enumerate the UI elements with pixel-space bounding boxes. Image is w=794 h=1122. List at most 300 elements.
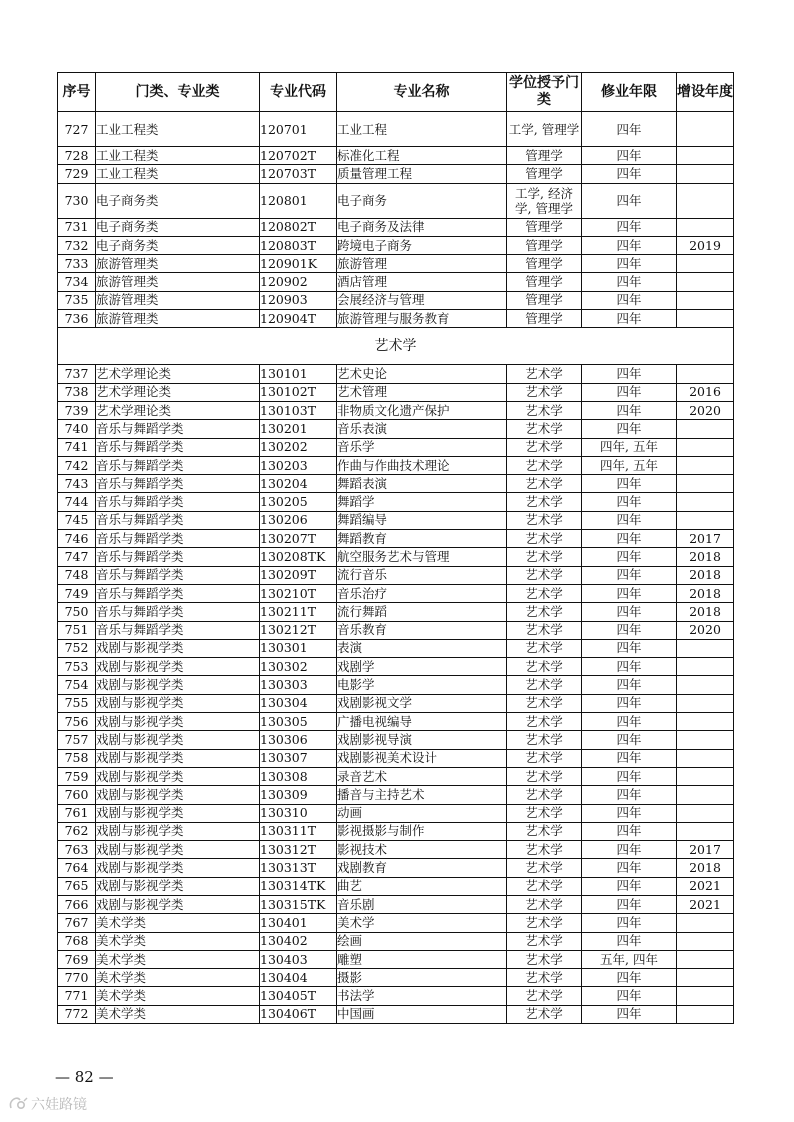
cell-years: 四年 xyxy=(582,914,677,932)
table-row xyxy=(58,841,734,859)
cell-name: 电影学 xyxy=(337,676,507,694)
table-row xyxy=(58,584,734,602)
cell-code: 120803T xyxy=(260,236,337,254)
cell-code: 130404 xyxy=(260,969,337,987)
cell-code: 120903 xyxy=(260,291,337,309)
cell-degree: 艺术学 xyxy=(507,932,582,950)
cell-degree: 艺术学 xyxy=(507,365,582,383)
cell-added xyxy=(677,639,734,657)
header-degree: 学位授予门类 xyxy=(507,73,582,112)
cell-name: 质量管理工程 xyxy=(337,165,507,183)
table-row xyxy=(58,895,734,913)
cell-added xyxy=(677,165,734,183)
cell-added xyxy=(677,438,734,456)
table-row xyxy=(58,165,734,183)
cell-name: 雕塑 xyxy=(337,950,507,968)
majors-table xyxy=(57,72,734,1024)
cell-degree: 艺术学 xyxy=(507,639,582,657)
cell-added xyxy=(677,147,734,165)
cell-code: 130205 xyxy=(260,493,337,511)
cell-category: 美术学类 xyxy=(96,987,260,1005)
cell-years: 四年 xyxy=(582,475,677,493)
cell-degree: 艺术学 xyxy=(507,676,582,694)
cell-years: 四年 xyxy=(582,584,677,602)
cell-years: 四年 xyxy=(582,112,677,147)
cell-years: 四年 xyxy=(582,310,677,328)
cell-years: 四年 xyxy=(582,639,677,657)
cell-seq: 736 xyxy=(58,310,96,328)
cell-category: 音乐与舞蹈学类 xyxy=(96,420,260,438)
cell-added: 2018 xyxy=(677,603,734,621)
cell-years: 四年 xyxy=(582,401,677,419)
cell-category: 音乐与舞蹈学类 xyxy=(96,475,260,493)
cell-name: 舞蹈编导 xyxy=(337,511,507,529)
cell-category: 旅游管理类 xyxy=(96,291,260,309)
cell-added: 2021 xyxy=(677,895,734,913)
cell-years: 四年 xyxy=(582,548,677,566)
cell-code: 130208TK xyxy=(260,548,337,566)
cell-seq: 768 xyxy=(58,932,96,950)
cell-name: 广播电视编导 xyxy=(337,713,507,731)
cell-degree: 艺术学 xyxy=(507,383,582,401)
cell-degree: 艺术学 xyxy=(507,621,582,639)
cell-category: 电子商务类 xyxy=(96,183,260,218)
cell-category: 戏剧与影视学类 xyxy=(96,822,260,840)
cell-code: 130314TK xyxy=(260,877,337,895)
cell-seq: 733 xyxy=(58,255,96,273)
cell-seq: 744 xyxy=(58,493,96,511)
table-row xyxy=(58,548,734,566)
cell-code: 130311T xyxy=(260,822,337,840)
cell-degree: 艺术学 xyxy=(507,731,582,749)
cell-degree: 艺术学 xyxy=(507,694,582,712)
cell-name: 表演 xyxy=(337,639,507,657)
table-row xyxy=(58,475,734,493)
cell-category: 音乐与舞蹈学类 xyxy=(96,548,260,566)
cell-degree: 工学, 经济学, 管理学 xyxy=(507,183,582,218)
cell-category: 美术学类 xyxy=(96,932,260,950)
cell-years: 四年 xyxy=(582,621,677,639)
cell-added xyxy=(677,713,734,731)
cell-seq: 743 xyxy=(58,475,96,493)
cell-code: 130401 xyxy=(260,914,337,932)
cell-added xyxy=(677,183,734,218)
cell-seq: 742 xyxy=(58,456,96,474)
cell-seq: 765 xyxy=(58,877,96,895)
table-row xyxy=(58,713,734,731)
cell-name: 曲艺 xyxy=(337,877,507,895)
table-row xyxy=(58,877,734,895)
table-row xyxy=(58,950,734,968)
cell-added: 2018 xyxy=(677,566,734,584)
cell-years: 四年 xyxy=(582,786,677,804)
cell-degree: 艺术学 xyxy=(507,804,582,822)
cell-category: 旅游管理类 xyxy=(96,255,260,273)
cell-name: 录音艺术 xyxy=(337,767,507,785)
cell-category: 戏剧与影视学类 xyxy=(96,713,260,731)
cell-added xyxy=(677,658,734,676)
cell-years: 四年 xyxy=(582,877,677,895)
cell-category: 戏剧与影视学类 xyxy=(96,804,260,822)
table-row xyxy=(58,969,734,987)
cell-seq: 737 xyxy=(58,365,96,383)
cell-name: 戏剧学 xyxy=(337,658,507,676)
table-row xyxy=(58,511,734,529)
cell-added xyxy=(677,969,734,987)
cell-degree: 艺术学 xyxy=(507,969,582,987)
cell-name: 作曲与作曲技术理论 xyxy=(337,456,507,474)
cell-degree: 艺术学 xyxy=(507,767,582,785)
table-row xyxy=(58,310,734,328)
cell-code: 130305 xyxy=(260,713,337,731)
cell-degree: 管理学 xyxy=(507,147,582,165)
cell-name: 音乐治疗 xyxy=(337,584,507,602)
cell-code: 130315TK xyxy=(260,895,337,913)
table-row xyxy=(58,236,734,254)
table-row xyxy=(58,914,734,932)
cell-seq: 769 xyxy=(58,950,96,968)
table-row xyxy=(58,767,734,785)
cell-seq: 751 xyxy=(58,621,96,639)
cell-code: 130201 xyxy=(260,420,337,438)
cell-seq: 756 xyxy=(58,713,96,731)
cell-seq: 734 xyxy=(58,273,96,291)
cell-name: 美术学 xyxy=(337,914,507,932)
cell-seq: 748 xyxy=(58,566,96,584)
cell-degree: 管理学 xyxy=(507,310,582,328)
cell-category: 电子商务类 xyxy=(96,218,260,236)
cell-years: 四年 xyxy=(582,183,677,218)
cell-years: 四年, 五年 xyxy=(582,438,677,456)
header-years: 修业年限 xyxy=(582,73,677,112)
cell-name: 音乐学 xyxy=(337,438,507,456)
table-row xyxy=(58,438,734,456)
cell-added: 2018 xyxy=(677,859,734,877)
cell-category: 艺术学理论类 xyxy=(96,401,260,419)
table-row xyxy=(58,731,734,749)
cell-years: 四年 xyxy=(582,493,677,511)
header-category: 门类、专业类 xyxy=(96,73,260,112)
cell-name: 标准化工程 xyxy=(337,147,507,165)
cell-name: 戏剧教育 xyxy=(337,859,507,877)
cell-years: 四年 xyxy=(582,255,677,273)
table-row xyxy=(58,639,734,657)
cell-code: 130307 xyxy=(260,749,337,767)
cell-code: 130102T xyxy=(260,383,337,401)
cell-seq: 752 xyxy=(58,639,96,657)
cell-name: 音乐剧 xyxy=(337,895,507,913)
cell-added xyxy=(677,420,734,438)
header-added: 增设年度 xyxy=(677,73,734,112)
cell-seq: 757 xyxy=(58,731,96,749)
cell-category: 戏剧与影视学类 xyxy=(96,786,260,804)
cell-code: 130212T xyxy=(260,621,337,639)
cell-name: 航空服务艺术与管理 xyxy=(337,548,507,566)
cell-degree: 艺术学 xyxy=(507,475,582,493)
cell-added xyxy=(677,1005,734,1023)
cell-code: 130207T xyxy=(260,530,337,548)
cell-category: 工业工程类 xyxy=(96,147,260,165)
cell-name: 播音与主持艺术 xyxy=(337,786,507,804)
table-row xyxy=(58,658,734,676)
cell-name: 戏剧影视文学 xyxy=(337,694,507,712)
cell-years: 四年 xyxy=(582,236,677,254)
cell-category: 戏剧与影视学类 xyxy=(96,895,260,913)
cell-seq: 761 xyxy=(58,804,96,822)
cell-category: 音乐与舞蹈学类 xyxy=(96,493,260,511)
cell-name: 流行舞蹈 xyxy=(337,603,507,621)
cell-degree: 艺术学 xyxy=(507,914,582,932)
cell-code: 130406T xyxy=(260,1005,337,1023)
cell-category: 戏剧与影视学类 xyxy=(96,841,260,859)
cell-seq: 759 xyxy=(58,767,96,785)
cell-years: 四年 xyxy=(582,603,677,621)
table-row xyxy=(58,566,734,584)
cell-seq: 739 xyxy=(58,401,96,419)
cell-name: 旅游管理与服务教育 xyxy=(337,310,507,328)
cell-code: 130202 xyxy=(260,438,337,456)
cell-added xyxy=(677,676,734,694)
table-row xyxy=(58,530,734,548)
cell-years: 四年 xyxy=(582,383,677,401)
cell-category: 音乐与舞蹈学类 xyxy=(96,566,260,584)
cell-degree: 艺术学 xyxy=(507,658,582,676)
table-row xyxy=(58,493,734,511)
watermark-text: 六娃路镜 xyxy=(31,1097,87,1113)
cell-added xyxy=(677,493,734,511)
cell-degree: 艺术学 xyxy=(507,841,582,859)
cell-years: 四年, 五年 xyxy=(582,456,677,474)
cell-added xyxy=(677,456,734,474)
cell-seq: 760 xyxy=(58,786,96,804)
cell-name: 艺术管理 xyxy=(337,383,507,401)
cell-seq: 727 xyxy=(58,112,96,147)
header-name: 专业名称 xyxy=(337,73,507,112)
table-row xyxy=(58,112,734,147)
cell-degree: 艺术学 xyxy=(507,822,582,840)
section-row xyxy=(58,328,734,365)
cell-category: 电子商务类 xyxy=(96,236,260,254)
cell-name: 酒店管理 xyxy=(337,273,507,291)
cell-category: 戏剧与影视学类 xyxy=(96,859,260,877)
cell-code: 130211T xyxy=(260,603,337,621)
cell-degree: 艺术学 xyxy=(507,713,582,731)
cell-category: 音乐与舞蹈学类 xyxy=(96,438,260,456)
cell-category: 音乐与舞蹈学类 xyxy=(96,584,260,602)
cell-code: 120802T xyxy=(260,218,337,236)
cell-years: 四年 xyxy=(582,511,677,529)
cell-years: 四年 xyxy=(582,713,677,731)
cell-added xyxy=(677,914,734,932)
cell-name: 戏剧影视导演 xyxy=(337,731,507,749)
cell-code: 120904T xyxy=(260,310,337,328)
cell-degree: 艺术学 xyxy=(507,749,582,767)
cell-years: 四年 xyxy=(582,749,677,767)
cell-years: 四年 xyxy=(582,767,677,785)
table-row xyxy=(58,147,734,165)
cell-added xyxy=(677,255,734,273)
cell-category: 旅游管理类 xyxy=(96,273,260,291)
cell-added xyxy=(677,475,734,493)
cell-added xyxy=(677,511,734,529)
table-row xyxy=(58,218,734,236)
cell-code: 130405T xyxy=(260,987,337,1005)
table-row xyxy=(58,676,734,694)
table-row xyxy=(58,987,734,1005)
cell-code: 120701 xyxy=(260,112,337,147)
cell-added xyxy=(677,310,734,328)
table-row xyxy=(58,401,734,419)
cell-code: 120801 xyxy=(260,183,337,218)
cell-category: 戏剧与影视学类 xyxy=(96,676,260,694)
cell-added: 2016 xyxy=(677,383,734,401)
cell-code: 130204 xyxy=(260,475,337,493)
table-row xyxy=(58,822,734,840)
table-row xyxy=(58,1005,734,1023)
cell-years: 四年 xyxy=(582,165,677,183)
cell-years: 四年 xyxy=(582,530,677,548)
cell-category: 工业工程类 xyxy=(96,112,260,147)
cell-years: 四年 xyxy=(582,147,677,165)
cell-seq: 771 xyxy=(58,987,96,1005)
cell-degree: 艺术学 xyxy=(507,420,582,438)
cell-added xyxy=(677,694,734,712)
cell-added xyxy=(677,987,734,1005)
cell-seq: 735 xyxy=(58,291,96,309)
cell-added xyxy=(677,365,734,383)
table-row xyxy=(58,786,734,804)
cell-degree: 管理学 xyxy=(507,273,582,291)
cell-years: 四年 xyxy=(582,822,677,840)
cell-degree: 艺术学 xyxy=(507,511,582,529)
cell-degree: 艺术学 xyxy=(507,603,582,621)
cell-seq: 740 xyxy=(58,420,96,438)
cell-name: 舞蹈学 xyxy=(337,493,507,511)
cell-years: 四年 xyxy=(582,987,677,1005)
cell-added: 2019 xyxy=(677,236,734,254)
cell-seq: 755 xyxy=(58,694,96,712)
table-row xyxy=(58,255,734,273)
cell-seq: 732 xyxy=(58,236,96,254)
page-number: — 82 — xyxy=(55,1068,114,1086)
cell-seq: 758 xyxy=(58,749,96,767)
table-row xyxy=(58,621,734,639)
cell-years: 四年 xyxy=(582,420,677,438)
cell-name: 绘画 xyxy=(337,932,507,950)
cell-seq: 749 xyxy=(58,584,96,602)
table-row xyxy=(58,603,734,621)
watermark-logo-icon xyxy=(8,1096,28,1112)
cell-added: 2017 xyxy=(677,530,734,548)
cell-years: 四年 xyxy=(582,731,677,749)
cell-code: 120901K xyxy=(260,255,337,273)
cell-seq: 729 xyxy=(58,165,96,183)
table-row xyxy=(58,183,734,218)
cell-code: 130206 xyxy=(260,511,337,529)
cell-name: 电子商务及法律 xyxy=(337,218,507,236)
table-body-management xyxy=(58,112,734,328)
cell-years: 四年 xyxy=(582,291,677,309)
cell-code: 130308 xyxy=(260,767,337,785)
cell-years: 四年 xyxy=(582,932,677,950)
cell-degree: 艺术学 xyxy=(507,895,582,913)
cell-added xyxy=(677,804,734,822)
table-header-row xyxy=(58,73,734,112)
table-row xyxy=(58,420,734,438)
cell-degree: 艺术学 xyxy=(507,950,582,968)
cell-seq: 745 xyxy=(58,511,96,529)
header-seq: 序号 xyxy=(58,73,96,112)
watermark xyxy=(8,1094,87,1114)
cell-years: 四年 xyxy=(582,1005,677,1023)
cell-added xyxy=(677,822,734,840)
table-row xyxy=(58,694,734,712)
cell-seq: 747 xyxy=(58,548,96,566)
cell-code: 130403 xyxy=(260,950,337,968)
cell-name: 中国画 xyxy=(337,1005,507,1023)
table-section xyxy=(58,328,734,365)
cell-added xyxy=(677,291,734,309)
cell-name: 流行音乐 xyxy=(337,566,507,584)
cell-name: 影视摄影与制作 xyxy=(337,822,507,840)
cell-seq: 763 xyxy=(58,841,96,859)
cell-category: 戏剧与影视学类 xyxy=(96,767,260,785)
cell-code: 130402 xyxy=(260,932,337,950)
cell-degree: 管理学 xyxy=(507,218,582,236)
cell-years: 四年 xyxy=(582,895,677,913)
cell-added xyxy=(677,749,734,767)
cell-years: 四年 xyxy=(582,566,677,584)
cell-seq: 766 xyxy=(58,895,96,913)
cell-seq: 730 xyxy=(58,183,96,218)
cell-degree: 艺术学 xyxy=(507,877,582,895)
cell-code: 130101 xyxy=(260,365,337,383)
cell-degree: 艺术学 xyxy=(507,859,582,877)
cell-name: 艺术史论 xyxy=(337,365,507,383)
cell-years: 四年 xyxy=(582,694,677,712)
cell-code: 130210T xyxy=(260,584,337,602)
cell-category: 美术学类 xyxy=(96,914,260,932)
cell-name: 摄影 xyxy=(337,969,507,987)
cell-category: 音乐与舞蹈学类 xyxy=(96,603,260,621)
cell-code: 120703T xyxy=(260,165,337,183)
cell-name: 动画 xyxy=(337,804,507,822)
cell-seq: 753 xyxy=(58,658,96,676)
cell-name: 舞蹈表演 xyxy=(337,475,507,493)
cell-category: 戏剧与影视学类 xyxy=(96,749,260,767)
cell-years: 四年 xyxy=(582,859,677,877)
cell-degree: 管理学 xyxy=(507,291,582,309)
cell-added xyxy=(677,786,734,804)
table-body-arts xyxy=(58,365,734,1024)
cell-seq: 767 xyxy=(58,914,96,932)
cell-seq: 738 xyxy=(58,383,96,401)
table-row xyxy=(58,383,734,401)
cell-added xyxy=(677,932,734,950)
table-row xyxy=(58,365,734,383)
cell-years: 四年 xyxy=(582,365,677,383)
cell-name: 书法学 xyxy=(337,987,507,1005)
header-code: 专业代码 xyxy=(260,73,337,112)
cell-code: 130301 xyxy=(260,639,337,657)
cell-code: 130303 xyxy=(260,676,337,694)
table-row xyxy=(58,749,734,767)
table-row xyxy=(58,456,734,474)
cell-code: 120902 xyxy=(260,273,337,291)
cell-added: 2018 xyxy=(677,584,734,602)
cell-category: 旅游管理类 xyxy=(96,310,260,328)
cell-code: 130309 xyxy=(260,786,337,804)
